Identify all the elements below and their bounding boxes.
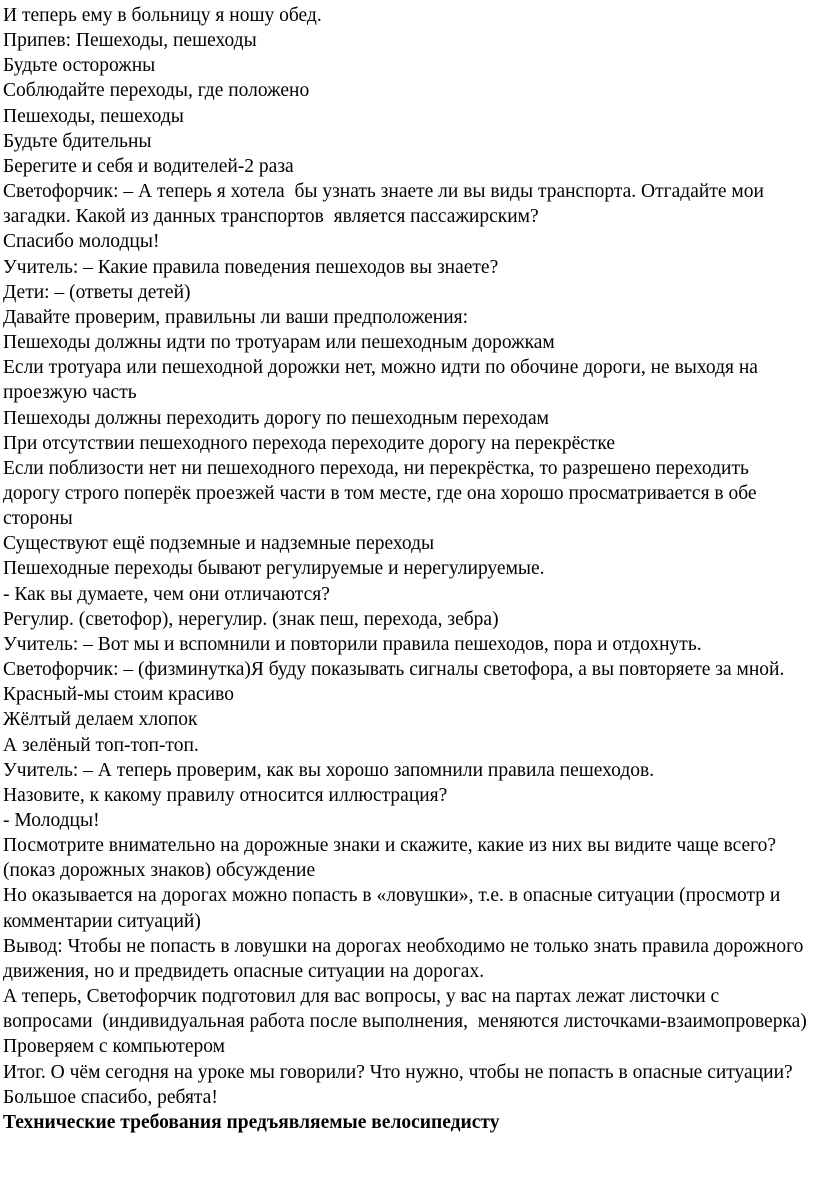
text-line: Берегите и себя и водителей-2 раза (3, 155, 294, 177)
text-line: И теперь ему в больницу я ношу обед. (3, 5, 322, 26)
text-line: Пешеходы должны идти по тротуарам или пешеходным дорожкам (3, 332, 555, 354)
text-line: Жёлтый делаем хлопок (3, 709, 198, 731)
text-line: Пешеходы, пешеходы (3, 105, 184, 127)
text-line: Вывод: Чтобы не попасть в ловушки на дорогах необходимо не только знать правила дорожного движения, но и предвидеть опасные ситуации на дорогах. (3, 935, 809, 982)
text-line: Будьте бдительны (3, 130, 152, 152)
text-line: Учитель: – Какие правила поведения пешеходов вы знаете? (3, 256, 499, 278)
text-line: Красный-мы стоим красиво (3, 684, 234, 706)
text-line: А теперь, Светофорчик подготовил для вас вопросы, у вас на партах лежат листочки с вопросами (индивидуальная работа после выполнения, меняются листочками-взаимопроверка) Проверяем с компьютером (3, 986, 812, 1058)
text-line: Если поблизости нет ни пешеходного перехода, ни перекрёстка, то разрешено переходить дорогу строго поперёк проезжей части в том месте, где она хорошо просматривается в обе стороны (3, 457, 762, 530)
text-line: Но оказывается на дорогах можно попасть в «ловушки», т.е. в опасные ситуации (просмотр и комментарии ситуаций) (3, 885, 786, 932)
text-line: Соблюдайте переходы, где положено (3, 80, 310, 102)
text-line: Пешеходные переходы бывают регулируемые и нерегулируемые. (3, 558, 545, 580)
text-line: Будьте осторожны (3, 55, 156, 77)
text-line: Светофорчик: – А теперь я хотела бы узнать знаете ли вы виды транспорта. Отгадайте мои загадки. Какой из данных транспортов является пассажирским? (3, 181, 769, 228)
text-line: Припев: Пешеходы, пешеходы (3, 30, 257, 52)
text-line: Существуют ещё подземные и надземные переходы (3, 533, 435, 555)
text-line: Назовите, к какому правилу относится иллюстрация? (3, 784, 448, 806)
text-line: Пешеходы должны переходить дорогу по пешеходным переходам (3, 407, 549, 429)
text-line: А зелёный топ-топ-топ. (3, 734, 199, 756)
text-line: Дети: – (ответы детей) (3, 281, 191, 303)
text-line: Давайте проверим, правильны ли ваши предположения: (3, 306, 469, 328)
text-line: Учитель: – А теперь проверим, как вы хорошо запомнили правила пешеходов. (3, 759, 655, 781)
text-line: Если тротуара или пешеходной дорожки нет, можно идти по обочине дороги, не выходя на проезжую часть (3, 357, 763, 404)
text-line: Светофорчик: – (физминутка)Я буду показывать сигналы светофора, а вы повторяете за мной. (3, 659, 785, 681)
text-line: - Как вы думаете, чем они отличаются? (3, 583, 330, 605)
text-line: Учитель: – Вот мы и вспомнили и повторили правила пешеходов, пора и отдохнуть. (3, 633, 702, 655)
text-line: Регулир. (светофор), нерегулир. (знак пеш, перехода, зебра) (3, 608, 499, 630)
text-line: Посмотрите внимательно на дорожные знаки и скажите, какие из них вы видите чаще всего? (показ дорожных знаков) обсуждение (3, 835, 781, 882)
text-line: При отсутствии пешеходного перехода переходите дорогу на перекрёстке (3, 432, 616, 454)
text-line: Спасибо молодцы! (3, 231, 160, 253)
text-line: Большое спасибо, ребята! (3, 1086, 218, 1108)
text-line: - Молодцы! (3, 810, 100, 831)
section-heading: Технические требования предъявляемые велосипедисту (3, 1111, 500, 1133)
text-line: Итог. О чём сегодня на уроке мы говорили? Что нужно, чтобы не попасть в опасные ситуации? (3, 1061, 793, 1083)
